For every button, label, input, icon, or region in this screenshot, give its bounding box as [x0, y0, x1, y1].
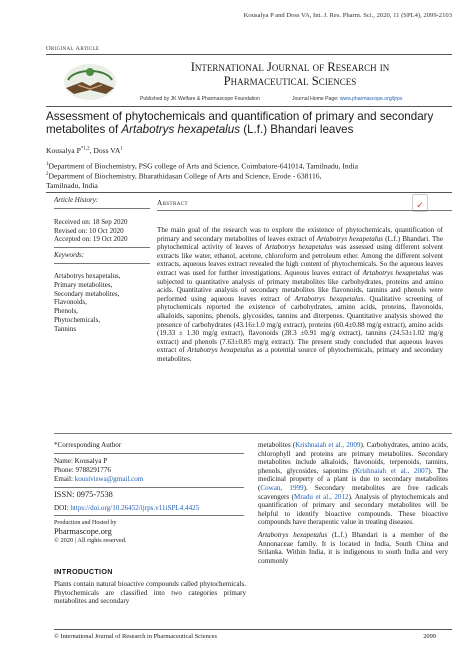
corr-label: *Corresponding Author [54, 441, 122, 449]
abstract-text [157, 226, 443, 364]
body-column-right [258, 441, 448, 565]
author-1: Kousalya P [46, 146, 81, 155]
keyword: Flavonoids, [54, 298, 87, 307]
abstract-seg: was subjected to quantitative analysis of primary metabolites like carbohydrates, proteins and amino acids. Quantitative analysis of secondary metabolites like flavonoids, tannins and phenols were performed using aqueous leaves extract of [157, 268, 443, 303]
keyword: Phenols, [54, 307, 78, 316]
divider [54, 247, 150, 248]
produced-by: Production and Hosted by [54, 520, 117, 527]
citation-link[interactable]: Mradu et al., 2012 [294, 492, 349, 501]
journal-name-line2: Pharmaceutical Sciences [223, 74, 357, 88]
para-seg: ). Secondary metabolites are free radicals scavengers ( [258, 483, 448, 501]
keyword: Primary metabolites, [54, 280, 113, 289]
abstract-heading: Abstract [157, 199, 188, 207]
page-number: 2099 [423, 633, 436, 640]
corr-email [54, 475, 244, 484]
keywords-label: Keywords: [54, 251, 85, 260]
citation-header: Kousalya P and Doss VA, Int. J. Res. Pharm. Sci., 2020, 11 (SPL4), 2099-2103 [243, 12, 452, 19]
paragraph [258, 531, 448, 565]
citation-link[interactable]: Cowan, 1999 [260, 483, 304, 492]
aff1-text: Department of Biochemistry, PSG college of Arts and Science, Coimbatore-641014, Tamilnadu, India [48, 161, 358, 171]
divider [46, 54, 452, 55]
abstract-species: Artabotrys hexapetalus [265, 243, 333, 252]
article-title [46, 110, 456, 136]
divider [54, 629, 452, 630]
journal-name [140, 60, 440, 88]
received-date: Received on: 18 Sep 2020 [54, 217, 128, 226]
abstract-seg: was assessed using different solvent extracts like water, ethanol, acetone, chloroform and petroleum ether. Among the different solvent extracts, aqueous leaves extract revealed the high content of phytochemicals. So the aqueous leaves extract was used for further investigations. Aqueous leaves extract of [157, 243, 443, 277]
divider [46, 106, 452, 107]
corresponding-author-box [54, 441, 244, 546]
abstract-seg: The main goal of the research was to explore the existence of phytochemicals, quantification of primary and secondary metabolites of leaves extract of [157, 226, 443, 243]
author-1-sup: *1,2 [80, 146, 90, 152]
copyright: © 2020 | All rights reserved. [54, 537, 127, 545]
abstract-seg: as a potential source of phytochemicals, primary and secondary metabolites. [157, 346, 443, 363]
corr-name: Name: Kousalya P [54, 456, 108, 465]
para-seg: ). The medicinal property of a plant is due to secondary metabolites ( [258, 466, 449, 492]
authors [46, 146, 123, 155]
para-seg: (L.f.) Bhandari is a member of the Annonaceae family. It is located in India, South China and Srilanka. Within India, it is indigenous to south India and very commonly [258, 530, 448, 565]
title-text: Assessment of phytochemicals and quantification of primary and secondary metabolites of [46, 110, 434, 136]
title-species: Artabotrys hexapetalus [121, 123, 240, 136]
author-2-sup: 1 [120, 146, 123, 152]
author-2: , Doss VA [89, 146, 121, 155]
paragraph [258, 441, 448, 527]
corr-phone: Phone: 9788291776 [54, 465, 111, 474]
divider [54, 487, 244, 488]
abstract-seg: . Qualitative screening of phytochemicals reported the existence of carbohydrates, amino acids, proteins, flavonoids, alkaloids, saponins, phenols, glycosides, tannins and diterpenes. Quantitative analysis showed the presence of carbohydrates (43.16±1.0 mg/g extract), proteins (60.4±0.88 mg/g extract), amino acids (19.33 ± 1.30 mg/g extract), flavonoids (28.3 ±0.91 mg/g extract), tannins (24.53±1.02 mg/g extract) and phenols (7.63±0.85 mg/g extract). The present study concluded that aqueous leaves extract of [157, 294, 444, 355]
para-seg: ). Carbohydrates, amino acids, chlorophyll and proteins are primary metabolites. Secondary metabolites include alkaloids, flavonoids, terpenoids, tannins, phenols, glycosides, saponins ( [258, 441, 448, 475]
footer-copyright: © International Journal of Research in Pharmaceutical Sciences [54, 633, 217, 640]
divider [54, 433, 452, 434]
divider [157, 210, 452, 211]
doi-link[interactable]: https://doi.org/10.26452/ijrps.v11iSPL4.4425 [70, 503, 200, 512]
abstract-species: Artabotrys hexapetalus [294, 294, 364, 303]
host-name: Pharmascope.org [54, 527, 112, 537]
journal-logo [60, 58, 120, 104]
abstract-species: Artabotrys hexapetalus [362, 268, 430, 277]
divider [46, 192, 452, 193]
article-history-box [54, 196, 150, 334]
keyword: Artabotrys hexapetalus, [54, 271, 121, 280]
doi [54, 504, 244, 513]
species-name: Artabotrys hexapetalus [258, 530, 328, 539]
para-seg: metabolites ( [258, 441, 296, 449]
divider [54, 515, 244, 516]
title-text-end: (L.f.) Bhandari leaves [240, 123, 354, 136]
accepted-date: Accepted on: 19 Oct 2020 [54, 235, 128, 244]
keyword: Tannins [54, 324, 77, 333]
journal-home-page [292, 96, 402, 102]
keyword: Secondary metabolites, [54, 289, 120, 298]
history-label: Article History: [54, 196, 99, 204]
aff2-text: Department of Biochemistry, Bharathidasan College of Arts and Science, Erode - 638116, [48, 171, 322, 181]
keyword: Phytochemicals, [54, 315, 101, 324]
doi-label: DOI: [54, 503, 71, 512]
crossmark-glyph: ✓ [416, 200, 424, 210]
affiliation-2 [46, 170, 456, 191]
revised-date: Revised on: 10 Oct 2020 [54, 226, 124, 235]
abstract-seg: (L.f.) Bhandari. The phytochemical activity of leaves of [157, 234, 443, 252]
home-page-link[interactable]: www.pharmascope.org/ijrps [339, 96, 403, 102]
home-page-label: Journal Home Page: [292, 96, 340, 102]
divider [54, 263, 150, 264]
abstract-species: Artabotrys hexapetalus [187, 346, 255, 355]
citation-link[interactable]: Krishnaiah et al., 2007 [354, 466, 429, 475]
publisher: Published by JK Welfare & Pharmascope Foundation [140, 96, 260, 102]
email-label: Email: [54, 474, 75, 483]
article-type: Original Article [46, 45, 100, 52]
journal-name-line1: International Journal of Research in [190, 60, 390, 74]
para-seg: ). Analysis of phytochemicals and quantification of primary and secondary metabolites will be helpful to identify bioactive compounds. These bioactive compounds have therapeutic value in treating diseases. [258, 492, 448, 527]
introduction-text: Plants contain natural bioactive compounds called phytochemicals. Phytochemicals are classified into two categories primary metabolites and secondary [54, 580, 246, 606]
aff1-sup: 1 [46, 162, 49, 167]
issn: ISSN: 0975-7538 [54, 489, 113, 499]
email-link[interactable]: kousiviswa@gmail.com [74, 474, 144, 483]
aff2-text-line2: Tamilnadu, India [46, 181, 98, 191]
aff2-sup: 2 [46, 172, 49, 177]
citation-link[interactable]: Krishnaiah et al., 2009 [295, 441, 361, 449]
introduction-heading: INTRODUCTION [54, 567, 113, 576]
abstract-species: Artabotrys hexapetalus [316, 234, 384, 243]
divider [54, 208, 150, 209]
divider [54, 453, 244, 454]
